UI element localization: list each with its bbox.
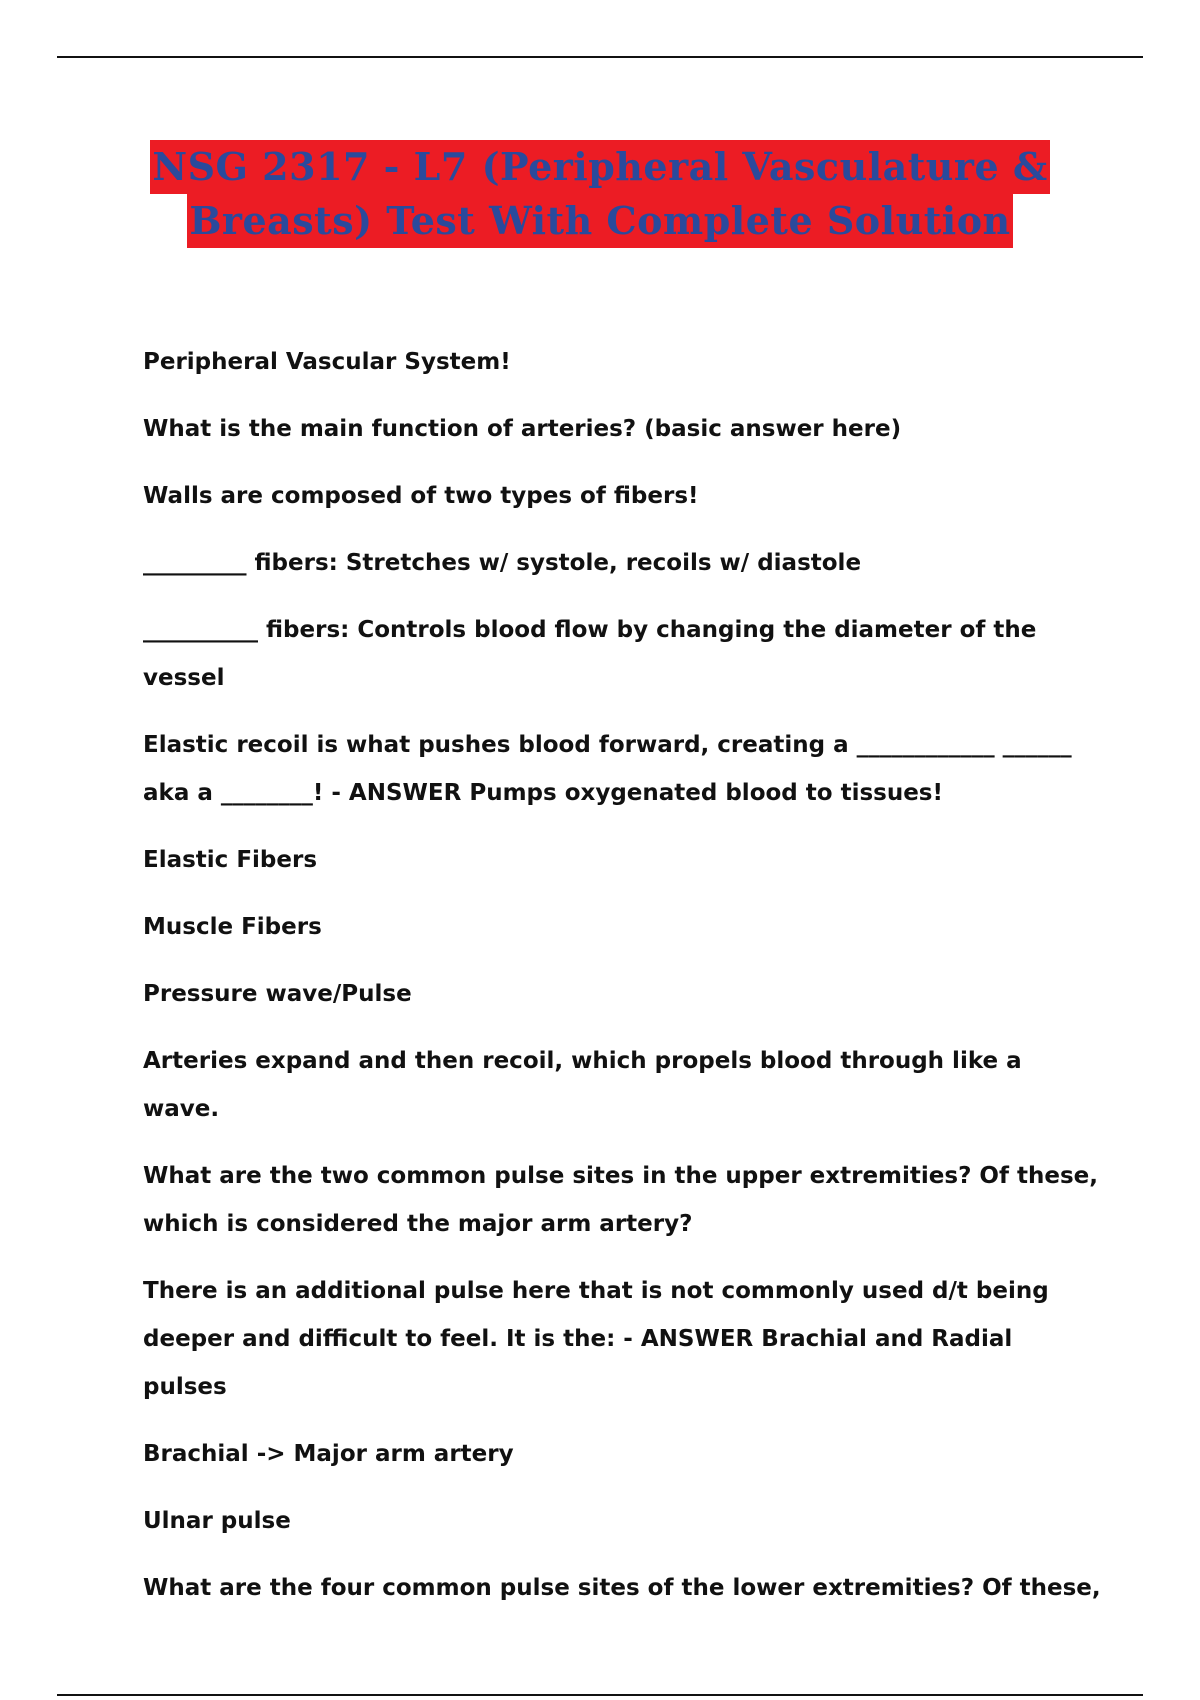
paragraph: Brachial -> Major arm artery [143, 1441, 514, 1467]
paragraph: __________ fibers: Controls blood flow by changing the diameter of the vessel [143, 617, 1037, 691]
document-body [143, 338, 1103, 1631]
paragraph: What is the main function of arteries? (basic answer here) [143, 416, 902, 442]
bottom-rule [57, 1694, 1143, 1696]
paragraph: Muscle Fibers [143, 914, 322, 940]
paragraph: Walls are composed of two types of fibers! [143, 483, 699, 509]
paragraph: _________ fibers: Stretches w/ systole, recoils w/ diastole [143, 550, 862, 576]
paragraph: Pressure wave/Pulse [143, 981, 412, 1007]
paragraph: What are the four common pulse sites of the lower extremities? Of these, [143, 1575, 1101, 1601]
title-line-1: NSG 2317 - L7 (Peripheral Vasculature & [150, 140, 1049, 194]
paragraph: Elastic recoil is what pushes blood forward, creating a ____________ ______ aka a ________! - ANSWER Pumps oxygenated blood to tissues! [143, 732, 1072, 806]
paragraph: Ulnar pulse [143, 1508, 291, 1534]
paragraph: Arteries expand and then recoil, which propels blood through like a wave. [143, 1048, 1022, 1122]
top-rule [57, 56, 1143, 58]
paragraph: There is an additional pulse here that is not commonly used d/t being deeper and difficult to feel. It is the: - ANSWER Brachial and Radial pulses [143, 1278, 1049, 1400]
paragraph: What are the two common pulse sites in the upper extremities? Of these, which is considered the major arm artery? [143, 1163, 1098, 1237]
paragraph: Elastic Fibers [143, 847, 318, 873]
document-title [0, 140, 1200, 248]
paragraph: Peripheral Vascular System! [143, 349, 511, 375]
title-line-2: Breasts) Test With Complete Solution [187, 194, 1012, 248]
